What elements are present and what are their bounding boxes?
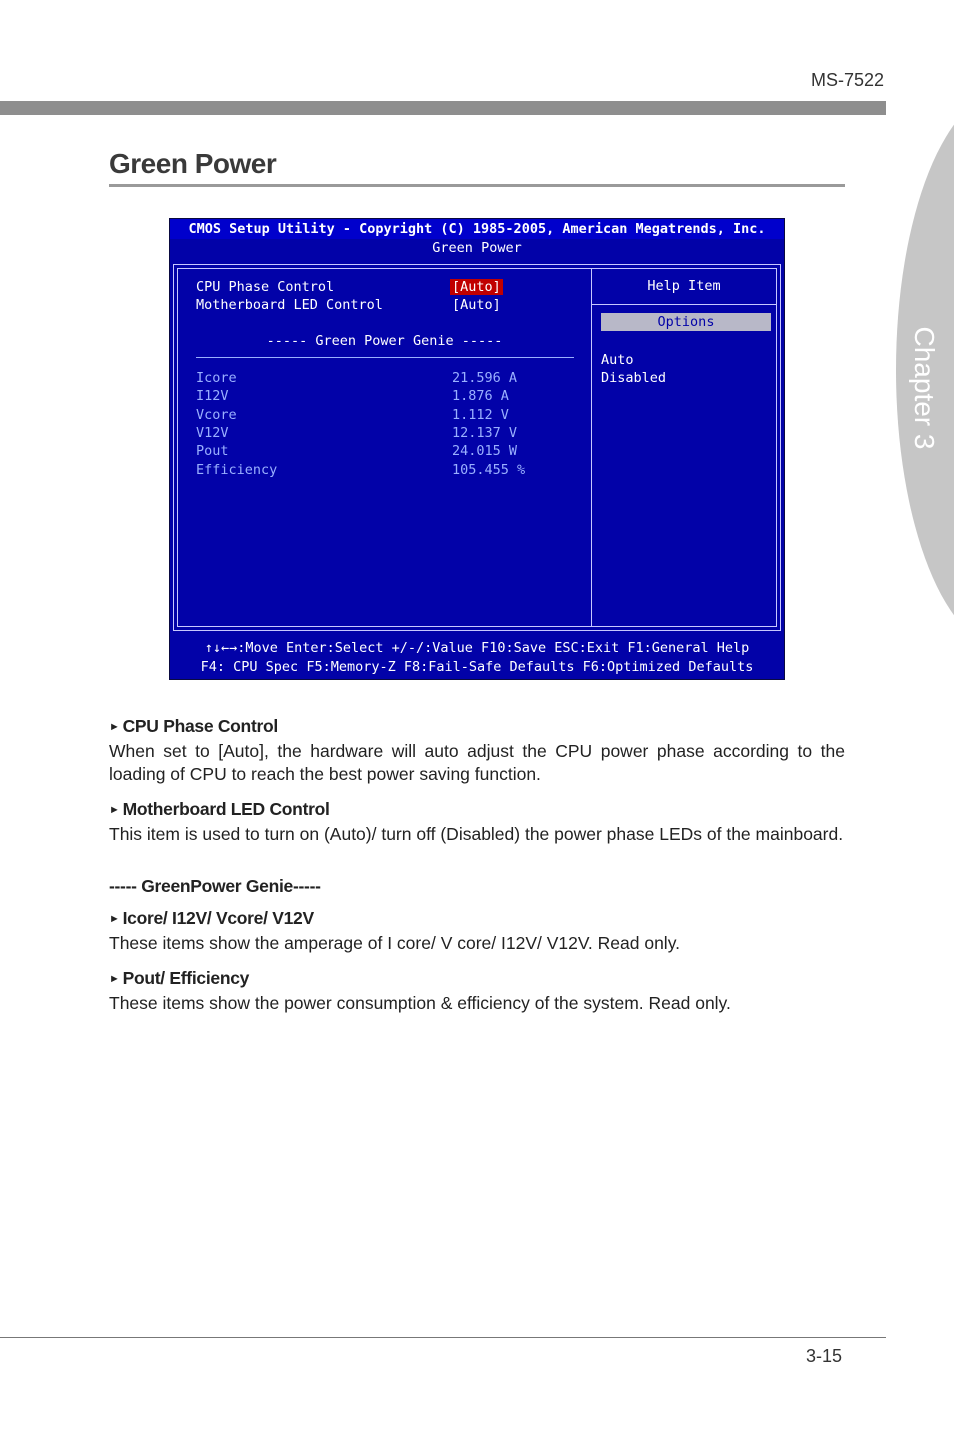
genie-heading: ----- GreenPower Genie----- [109,876,321,896]
reading-value: 1.112 V [452,407,509,423]
bios-screenshot [169,218,785,680]
cpu-phase-value[interactable]: [Auto] [452,279,501,295]
genie-rule [196,357,574,358]
triangle-bullet-icon: ► [109,721,120,733]
icore-heading: ► Icore/ I12V/ Vcore/ V12V [109,908,314,928]
led-control-label: Motherboard LED Control [196,297,383,313]
genie-title: ----- Green Power Genie ----- [266,333,503,349]
led-heading: ► Motherboard LED Control [109,799,330,819]
bios-footer-functions: F4: CPU Spec F5:Memory-Z F8:Fail-Safe Defaults F6:Optimized Defaults [200,659,754,675]
reading-value: 105.455 % [452,462,526,478]
icore-description: These items show the amperage of I core/ V core/ I12V/ V12V. Read only. [109,933,681,953]
option-auto[interactable]: Auto [601,352,634,368]
reading-label: Efficiency [196,462,278,478]
triangle-bullet-icon: ► [109,973,120,985]
pout-heading: ► Pout/ Efficiency [109,968,250,988]
bios-header: CMOS Setup Utility - Copyright (C) 1985-2005, American Megatrends, Inc. [170,219,784,239]
reading-label: I12V [196,388,229,404]
bios-screen-title: Green Power [432,240,522,256]
panel-divider [591,269,592,626]
cpu-phase-heading: ► CPU Phase Control [109,716,278,736]
led-description: This item is used to turn on (Auto)/ turn off (Disabled) the power phase LEDs of the mainboard. [109,824,844,844]
options-header: Options [601,313,771,331]
title-rule [109,184,845,187]
triangle-bullet-icon: ► [109,913,120,925]
triangle-bullet-icon: ► [109,804,120,816]
model-label: MS-7522 [810,70,884,90]
option-disabled[interactable]: Disabled [601,370,667,386]
bios-main-panel [173,264,781,631]
reading-value: 12.137 V [452,425,518,441]
reading-value: 24.015 W [452,443,518,459]
chapter-label: Chapter 3 [909,326,940,450]
reading-label: Pout [196,443,229,459]
cpu-phase-label: CPU Phase Control [196,279,335,295]
reading-value: 1.876 A [452,388,509,404]
reading-value: 21.596 A [452,370,518,386]
help-title: Help Item [647,278,721,294]
reading-label: Vcore [196,407,237,423]
page-title: Green Power [109,148,277,179]
reading-label: Icore [196,370,237,386]
page-number: 3-15 [806,1346,843,1366]
pout-description: These items show the power consumption & efficiency of the system. Read only. [109,993,731,1013]
led-control-value[interactable]: [Auto] [452,297,501,313]
bios-footer-keys: ↑↓←→:Move Enter:Select +/-/:Value F10:Save ESC:Exit F1:General Help [204,640,750,656]
help-divider [592,304,776,305]
cpu-phase-description: When set to [Auto], the hardware will auto adjust the CPU power phase according to the loading of CPU to reach the best power saving function. [109,741,845,784]
header-bar [0,101,886,115]
footer-rule [0,1337,886,1338]
reading-label: V12V [196,425,229,441]
